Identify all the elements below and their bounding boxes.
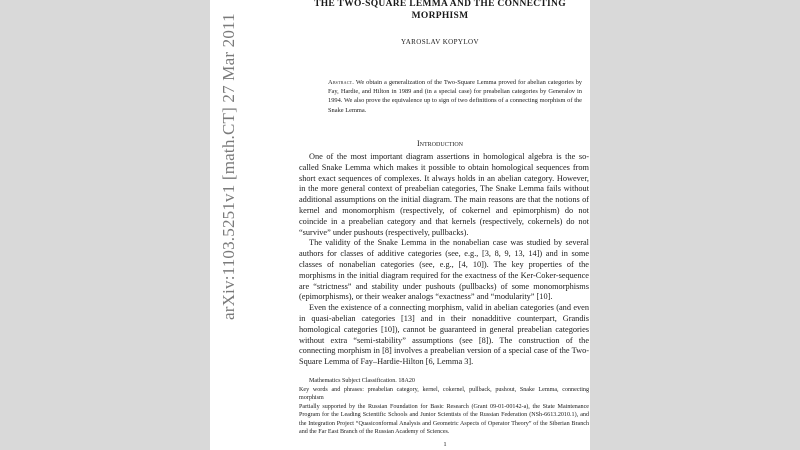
section-heading: Introduction (417, 139, 463, 148)
keywords: Key words and phrases: preabelian category, kernel, cokernel, pullback, pushout, Snake Lemma, connecting morphism (299, 386, 589, 401)
body-text (299, 152, 589, 368)
paper-title (300, 0, 580, 22)
footnotes (299, 377, 589, 437)
abstract-text: We obtain a generalization of the Two-Square Lemma proved for abelian categories by Fay, Hardie, and Hilton in 1989 and (in a special case) for preabelian categories by Generalov in 1994. We also prove the equivalence up to sign of two definitions of a connecting morphism of the Snake Lemma. (328, 79, 583, 114)
abstract (328, 78, 582, 115)
paper-title-line-1: THE TWO-SQUARE LEMMA AND THE CONNECTING (314, 0, 566, 9)
arxiv-identifier-text: arXiv:1103.5251v1 [math.CT] 27 Mar 2011 (219, 13, 238, 320)
arxiv-identifier (219, 13, 241, 320)
msc-classification: Mathematics Subject Classification. 18A20 (309, 378, 415, 384)
paragraph: Even the existence of a connecting morphism, valid in abelian categories (and even in quasi-abelian categories [13] and in their nonadditive counterpart, Grandis homological categories [10]), cannot be guaranteed in general preabelian categories without extra “semi-stability” assumptions (see [8]). The construction of the connecting morphism in [8] involves a preabelian version of a special case of the Two-Square Lemma of Fay–Hardie-Hilton [6, Lemma 3]. (299, 303, 589, 367)
author-name: YAROSLAV KOPYLOV (401, 38, 479, 46)
paper-title-line-2: MORPHISM (411, 11, 469, 21)
abstract-label: Abstract. (328, 79, 355, 86)
paragraph: The validity of the Snake Lemma in the nonabelian case was studied by several authors for classes of additive categories (see, e.g., [3, 8, 9, 13, 14]) and in some classes of nonabelian categories (see, e.g., [4, 10]). The key properties of the morphisms in the initial diagram required for the exactness of the Ker-Coker-sequence are “strictness” and stability under pushouts (pullbacks) of some monomorphisms (epimorphisms), or their weaker analogs “exactness” and “modularity” [10]. (299, 238, 589, 302)
page-number: 1 (443, 441, 447, 448)
funding-note: Partially supported by the Russian Foundation for Basic Research (Grant 09-01-00142-a), the State Maintenance Program for the Leading Scientific Schools and Junior Scientists of the Russian Federation (NSh-6613.2010.1), and the Integration Project “Quasiconformal Analysis and Geometric Aspects of Operator Theory” of the Siberian Branch and the Far East Branch of the Russian Academy of Sciences. (299, 403, 589, 435)
paragraph: One of the most important diagram assertions in homological algebra is the so-called Snake Lemma which makes it possible to obtain homological sequences from short exact sequences of complexes. It always holds in an abelian category. However, in the more general context of preabelian categories, The Snake Lemma fails without additional assumptions on the initial diagram. The main reasons are that the notions of kernel and monomorphism (respectively, of cokernel and epimorphism) do not coincide in a preabelian category and that kernels (respectively, cokernels) do not “survive” under pushouts (respectively, pullbacks). (299, 152, 589, 237)
